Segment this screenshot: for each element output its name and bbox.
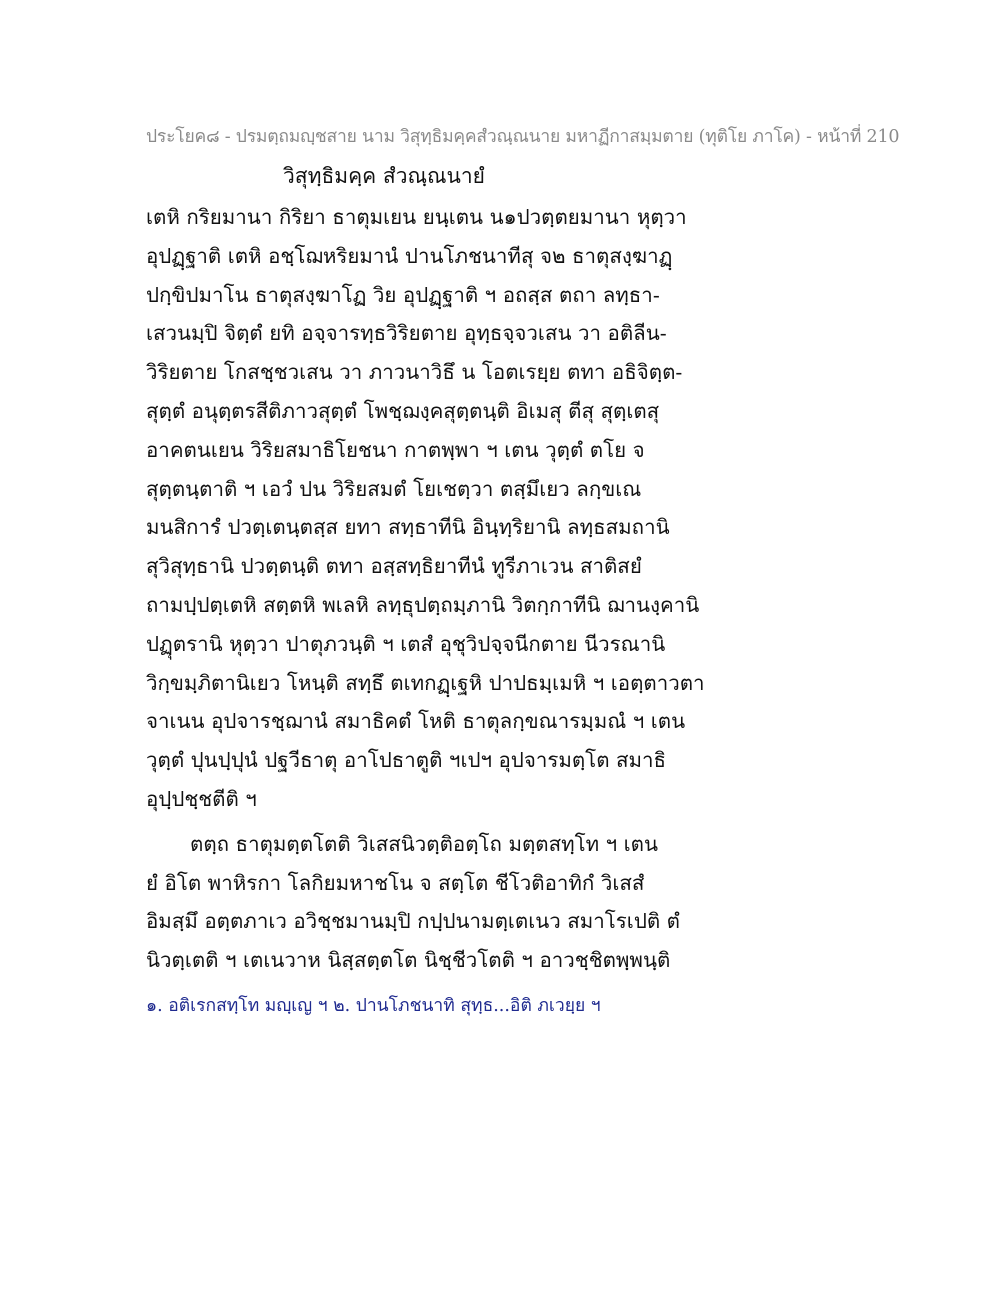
text-line: สุตฺตํ อนุตฺตรสีติภาวสุตฺตํ โพชฺฌงฺคสุตฺตนฺติ อิเมสุ ตีสุ สุตฺเตสุ <box>146 398 660 423</box>
text-line: อิมสฺมึ อตฺตภาเว อวิชฺชมานมฺปิ กปฺปนามตฺเตเนว สมาโรเปติ ตํ <box>146 909 680 934</box>
text-line: อุปฏฺฐาติ เตหิ อชฺโฌหริยมานํ ปานโภชนาทีสุ จ๒ ธาตุสงฺฆาฏฺ <box>146 243 673 268</box>
section-title: วิสุทฺธิมคฺค สํวณฺณนายํ <box>283 164 485 188</box>
text-line: ปฏุตรานิ หุตฺวา ปาตุภวนฺติ ฯ เตสํ อุชุวิปจฺจนีกตาย นีวรณานิ <box>146 631 666 656</box>
text-line: สุตฺตนฺตาติ ฯ เอวํ ปน วิริยสมตํ โยเชตฺวา ตสฺมึเยว ลกฺขเณ <box>146 476 642 501</box>
text-line: วิกฺขมฺภิตานิเยว โหนฺติ สทฺธึ ตเทกฏฺเฐหิ ปาปธมฺเมหิ ฯ เอตฺตาวตา <box>146 670 705 695</box>
running-header: ประโยค๘ - ปรมตฺถมญฺชสาย นาม วิสุทฺธิมคฺคสํวณฺณนาย มหาฏีกาสมฺมตาย (ทุติโย ภาโค) - หน้าที่ 210 <box>146 127 900 147</box>
text-line: นิวตฺเตติ ฯ เตเนวาห นิสฺสตฺตโต นิชฺชีวโตติ ฯ อาวชฺชิตพฺพนฺติ <box>146 948 671 973</box>
text-line: เตหิ กริยมานา กิริยา ธาตุมเยน ยนฺเตน น๑ปวตฺตยมานา หุตฺวา <box>146 205 687 229</box>
text-line: ตตฺถ ธาตุมตฺตโตติ วิเสสนิวตฺติอตฺโถ มตฺตสทฺโท ฯ เตน <box>190 831 659 856</box>
text-line: ยํ อิโต พาหิรกา โลกิยมหาชโน จ สตฺโต ชีโวติอาทิกํ วิเสสํ <box>146 870 645 895</box>
text-line: สุวิสุทฺธานิ ปวตฺตนฺติ ตทา อสฺสทฺธิยาทีนํ ทูรีภาเวน สาติสยํ <box>146 554 642 579</box>
text-line: จาเนน อุปจารชฺฌานํ สมาธิคตํ โหติ ธาตุลกฺขณารมฺมณํ ฯ เตน <box>146 709 686 734</box>
text-line: เสวนมฺปิ จิตฺตํ ยทิ อจฺจารทฺธวิริยตาย อุทฺธจฺจวเสน วา อติลีน- <box>146 321 667 346</box>
text-line: อาคตนเยน วิริยสมาธิโยชนา กาตพฺพา ฯ เตน วุตฺตํ ตโย จ <box>146 437 645 462</box>
footnotes: ๑. อติเรกสทฺโท มญฺเญ ฯ ๒. ปานโภชนาทิ สุทฺธ...อิติ ภเวยฺย ฯ <box>146 996 601 1016</box>
text-line: อุปฺปชฺชตีติ ฯ <box>146 786 257 811</box>
text-line: มนสิการํ ปวตฺเตนฺตสฺส ยทา สทฺธาทีนิ อินฺทฺริยานิ ลทฺธสมถานิ <box>146 515 670 540</box>
text-line: ถามปฺปตฺเตหิ สตฺตหิ พเลหิ ลทฺธุปตฺถมฺภานิ วิตกฺกาทีนิ ฌานงฺคานิ <box>146 592 700 617</box>
text-line: วิริยตาย โกสชฺชวเสน วา ภาวนาวิธึ น โอตเรยฺย ตทา อธิจิตฺต- <box>146 360 683 385</box>
text-line: วุตฺตํ ปุนปฺปุนํ ปฐวีธาตุ อาโปธาตูติ ฯเปฯ อุปจารมตฺโต สมาธิ <box>146 748 667 773</box>
text-line: ปกฺขิปมาโน ธาตุสงฺฆาโฏ วิย อุปฏฺฐาติ ฯ อถสฺส ตถา ลทฺธา- <box>146 282 660 307</box>
body-text <box>146 198 706 980</box>
